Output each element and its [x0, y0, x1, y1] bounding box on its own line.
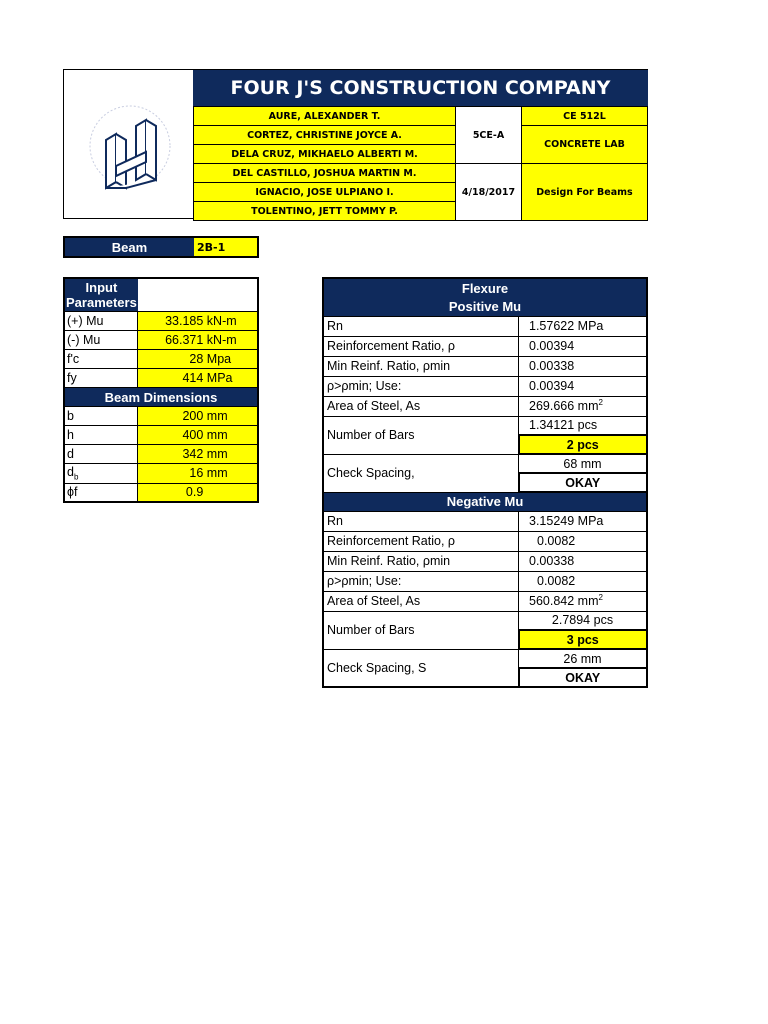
calc-value: 560.842 $mm^2$ — [519, 591, 648, 611]
dim-value: 16 mm — [138, 464, 258, 484]
flexure-table — [322, 277, 648, 688]
beam-value: 2B-1 — [194, 238, 257, 256]
calc-label: Min Reinf. Ratio, ρmin — [323, 356, 519, 376]
calc-label: Reinforcement Ratio, ρ — [323, 531, 519, 551]
calc-value: 1.57622 MPa — [519, 316, 648, 336]
dim-value: 342 mm — [138, 445, 258, 464]
input-title: Input Parameters — [66, 280, 137, 310]
company-logo — [64, 70, 193, 218]
dim-label: ϕf — [64, 483, 138, 502]
calc-value: 0.00394 — [519, 336, 648, 356]
bars-rounded: 3 pcs — [519, 630, 648, 649]
calc-label: Reinforcement Ratio, ρ — [323, 336, 519, 356]
calc-value: 0.00394 — [519, 376, 648, 396]
calc-value: 0.0082 — [519, 571, 648, 591]
calc-label: Number of Bars — [323, 611, 519, 649]
calc-label: Number of Bars — [323, 416, 519, 454]
member-name: IGNACIO, JOSE ULPIANO I. — [194, 183, 456, 202]
param-label: fy — [64, 369, 138, 388]
member-name: TOLENTINO, JETT TOMMY P. — [194, 202, 456, 221]
dim-value: 200 mm — [138, 407, 258, 426]
table-row — [323, 316, 647, 336]
table-row — [64, 426, 258, 445]
company-title: FOUR J'S CONSTRUCTION COMPANY — [193, 70, 648, 106]
table-row — [323, 376, 647, 396]
calc-value: 2.7894 pcs — [519, 611, 648, 630]
negative-mu-title: Negative Mu — [323, 492, 647, 511]
table-row — [64, 464, 258, 484]
calc-label: Check Spacing, — [323, 454, 519, 492]
table-row — [323, 336, 647, 356]
member-name: CORTEZ, CHRISTINE JOYCE A. — [194, 126, 456, 145]
table-row — [323, 611, 647, 630]
calc-label: Check Spacing, S — [323, 649, 519, 687]
calc-label: ρ>ρmin; Use: — [323, 571, 519, 591]
dim-value: 400 mm — [138, 426, 258, 445]
table-row — [64, 407, 258, 426]
table-row — [323, 416, 647, 435]
dim-label: h — [64, 426, 138, 445]
calc-value: 0.00338 — [519, 551, 648, 571]
calc-value: 1.34121 pcs — [519, 416, 648, 435]
table-row — [323, 454, 647, 473]
member-name: AURE, ALEXANDER T. — [194, 107, 456, 126]
calc-value: 26 mm — [519, 649, 648, 668]
calc-label: ρ>ρmin; Use: — [323, 376, 519, 396]
table-row — [64, 312, 258, 331]
section-cell: 5CE-A — [456, 107, 522, 164]
table-row — [323, 649, 647, 668]
input-parameters-table — [63, 277, 259, 503]
calc-value: 269.666 $mm^2$ — [519, 396, 648, 416]
date-cell: 4/18/2017 — [456, 164, 522, 221]
table-row — [323, 356, 647, 376]
lab-name: CONCRETE LAB — [522, 126, 648, 164]
calc-value: 68 mm — [519, 454, 648, 473]
table-row — [323, 531, 647, 551]
flexure-title: Flexure — [323, 278, 647, 297]
dim-label: d — [64, 445, 138, 464]
table-row — [323, 591, 647, 611]
table-row — [323, 571, 647, 591]
param-value: 414 MPa — [138, 369, 258, 388]
member-name: DEL CASTILLO, JOSHUA MARTIN M. — [194, 164, 456, 183]
design-cell: Design For Beams — [522, 164, 648, 221]
bars-rounded: 2 pcs — [519, 435, 648, 454]
table-row — [64, 445, 258, 464]
calc-label: Min Reinf. Ratio, ρmin — [323, 551, 519, 571]
spacing-check: OKAY — [519, 668, 648, 687]
dim-label: b — [64, 407, 138, 426]
table-row — [323, 396, 647, 416]
calc-label: Rn — [323, 316, 519, 336]
positive-mu-title: Positive Mu — [323, 297, 647, 316]
beam-id — [63, 236, 259, 258]
member-name: DELA CRUZ, MIKHAELO ALBERTI M. — [194, 145, 456, 164]
calc-label: Area of Steel, As — [323, 591, 519, 611]
table-row — [64, 331, 258, 350]
members-table — [193, 106, 648, 221]
param-label: (+) Mu — [64, 312, 138, 331]
beam-label: Beam — [65, 238, 194, 256]
param-value: 66.371 kN-m — [138, 331, 258, 350]
param-label: (-) Mu — [64, 331, 138, 350]
spacing-check: OKAY — [519, 473, 648, 492]
logo-icon — [64, 70, 193, 218]
param-value: 33.185 kN-m — [138, 312, 258, 331]
param-value: 28 Mpa — [138, 350, 258, 369]
calc-label: Area of Steel, As — [323, 396, 519, 416]
param-label: f'c — [64, 350, 138, 369]
table-row — [64, 350, 258, 369]
calc-value: 3.15249 MPa — [519, 511, 648, 531]
calc-value: 0.00338 — [519, 356, 648, 376]
table-row — [323, 551, 647, 571]
header-box — [63, 69, 648, 219]
table-row — [64, 483, 258, 502]
calc-value: 0.0082 — [519, 531, 648, 551]
calc-label: Rn — [323, 511, 519, 531]
dim-label: $d_b$ — [64, 464, 138, 484]
table-row — [323, 511, 647, 531]
dims-title: Beam Dimensions — [64, 388, 258, 407]
table-row — [64, 369, 258, 388]
dim-value: 0.9 — [138, 483, 258, 502]
course-code: CE 512L — [522, 107, 648, 126]
